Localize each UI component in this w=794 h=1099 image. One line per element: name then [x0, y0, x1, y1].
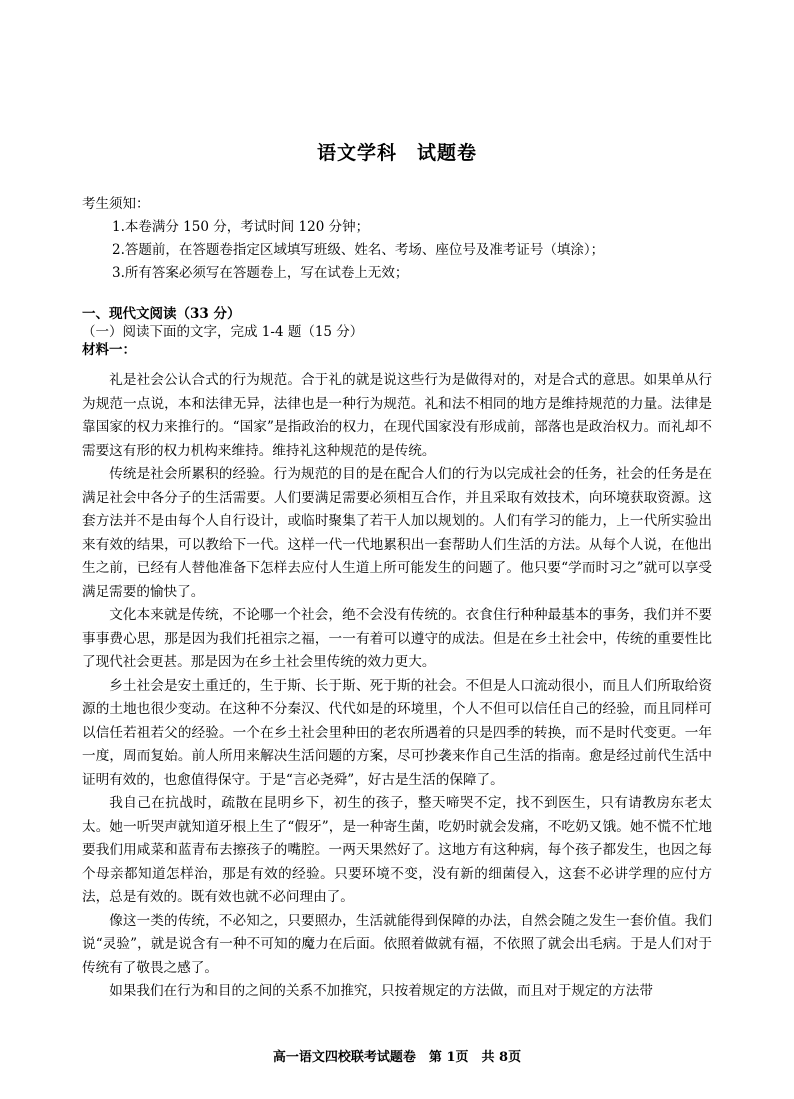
notice-item-1: 1.本卷满分 150 分，考试时间 120 分钟； [112, 219, 370, 235]
notice-heading: 考生须知： [82, 196, 150, 212]
passage-paragraph-4: 乡土社会是安土重迁的，生于斯、长于斯、死于斯的社会。不但是人口流动很小，而且人们所取给资源的土地也很少变动。在这种不分秦汉、代代如是的环境里，个人不但可以信任自己的经验，而且同样可以信任若祖若父的经验。一个在乡土社会里种田的老农所遇着的只是四季的转换，而不是时代变更。一年一度，周而复始。前人所用来解决生活问题的方案，尽可抄袭来作自己生活的指南。愈是经过前代生活中证明有效的，也愈值得保守。于是“言必尧舜”，好古是生活的保障了。 [82, 677, 712, 788]
passage-paragraph-7: 如果我们在行为和目的之间的关系不加推究，只按着规定的方法做，而且对于规定的方法带 [109, 983, 653, 999]
exam-notice [82, 193, 722, 285]
passage-paragraph-6: 像这一类的传统，不必知之，只要照办，生活就能得到保障的办法，自然会随之发生一套价值。我们说“灵验”，就是说含有一种不可知的魔力在后面。依照着做就有福，不依照了就会出毛病。于是人们对于传统有了敬畏之感了。 [82, 912, 712, 976]
section-heading: 一、现代文阅读（33 分） [82, 306, 241, 322]
passage-paragraph-1: 礼是社会公认合式的行为规范。合于礼的就是说这些行为是做得对的，对是合式的意思。如果单从行为规范一点说，本和法律无异，法律也是一种行为规范。礼和法不相同的地方是维持规范的力量。法律是靠国家的权力来推行的。“国家”是指政治的权力，在现代国家没有形成前，部落也是政治权力。而礼却不需要这有形的权力机构来维持。维持礼这种规范的是传统。 [82, 372, 712, 459]
section-reading [82, 305, 722, 359]
passage-paragraph-2: 传统是社会所累积的经验。行为规范的目的是在配合人们的行为以完成社会的任务，社会的任务是在满足社会中各分子的生活需要。人们要满足需要必须相互合作，并且采取有效技术，向环境获取资源。这套方法并不是由每个人自行设计，或临时聚集了若干人加以规划的。人们有学习的能力，上一代所实验出来有效的结果，可以教给下一代。这样一代一代地累积出一套帮助人们生活的方法。从每个人说，在他出生之前，已经有人替他准备下怎样去应付人生道上所可能发生的问题了。他只要“学而时习之”就可以享受满足需要的愉快了。 [82, 466, 712, 600]
page-footer: 高一语文四校联考试题卷 第 1页 共 8页 [272, 1050, 522, 1065]
notice-item-2: 2.答题前，在答题卷指定区域填写班级、姓名、考场、座位号及准考证号（填涂）； [112, 242, 605, 258]
page-title: 语文学科 试题卷 [316, 142, 477, 164]
passage-paragraph-3: 文化本来就是传统，不论哪一个社会，绝不会没有传统的。衣食住行种种最基本的事务，我们并不要事事费心思，那是因为我们托祖宗之福，一一有着可以遵守的成法。但是在乡土社会中，传统的重要性比了现代社会更甚。那是因为在乡土社会里传统的效力更大。 [82, 607, 712, 670]
reading-passage [82, 369, 712, 1004]
notice-item-3: 3.所有答案必须写在答题卷上，写在试卷上无效； [112, 265, 409, 281]
passage-paragraph-5: 我自己在抗战时，疏散在昆明乡下，初生的孩子，整天啼哭不定，找不到医生，只有请教房东老太太。她一听哭声就知道牙根上生了“假牙”，是一种寄生菌，吃奶时就会发痛，不吃奶又饿。她不慌不忙地要我们用咸菜和蓝青布去擦孩子的嘴腔。一两天果然好了。这地方有这种病，每个孩子都发生，也因之每个母亲都知道怎样治，那是有效的经验。只要环境不变，没有新的细菌侵入，这套不必讲学理的应付方法，总是有效的。既有效也就不必问理由了。 [82, 795, 712, 905]
section-subheading: （一）阅读下面的文字，完成 1-4 题（15 分） [82, 324, 364, 340]
material-label: 材料一： [82, 342, 136, 358]
